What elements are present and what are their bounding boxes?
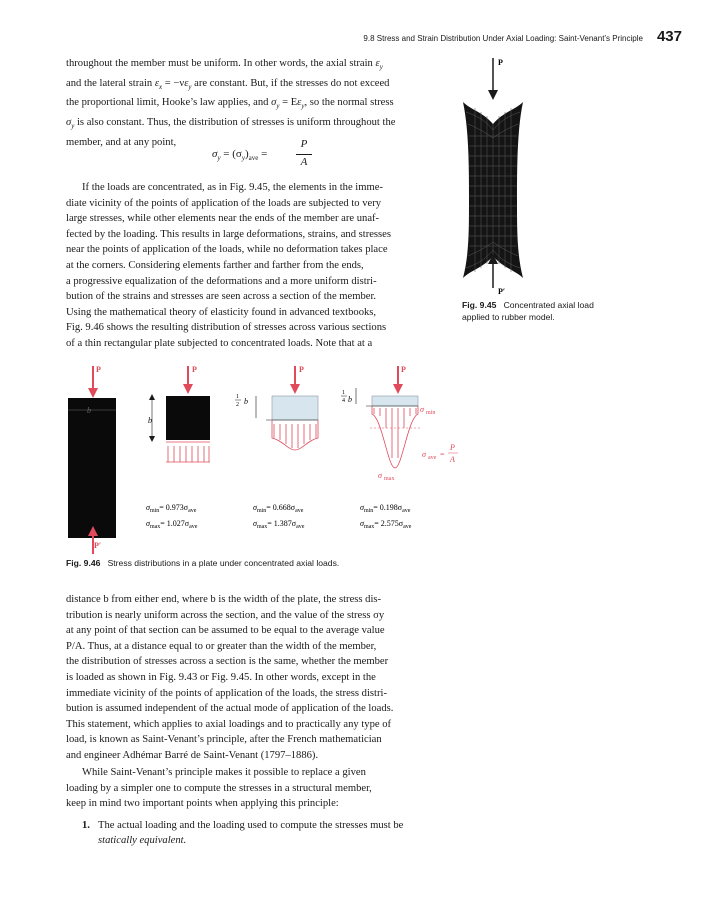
- svg-text:=: =: [440, 450, 445, 459]
- equation-average-stress: $\sigma_y = (\sigma_y)_{ave}$ = P A: [212, 138, 332, 172]
- svg-text:P: P: [96, 365, 101, 374]
- svg-text:P: P: [192, 365, 197, 374]
- svg-text:max: max: [384, 476, 395, 482]
- running-header: [0, 28, 682, 50]
- list-item: 1. The actual loading and the loading used to compute the stresses must be: [82, 820, 404, 831]
- stat-max-1: $\sigma_{max}= 1.027\sigma_{ave}$: [146, 519, 198, 530]
- fig-946-section-b: [148, 365, 210, 462]
- paragraph-1: throughout the member must be uniform. In other words, the axial strain $\varepsilon_y$ and the lateral strain $\varepsilon_x = -\nu\varepsilon_y$ are constant. But, if the stresses do not exceed the proportional limit, Hooke’s law applies, and $\sigma_y = E\varepsilon_y$, so the normal stress $\sigma_y$ is also constant. Thus, the distribution of stresses is uniform throughout the member, and at any point,: [66, 58, 396, 148]
- svg-text:4: 4: [342, 398, 345, 404]
- svg-text:ave: ave: [428, 455, 437, 461]
- stat-min-2: $\sigma_{min}= 0.668\sigma_{ave}$: [253, 503, 304, 514]
- paragraph-3: distance b from either end, where b is the width of the plate, the stress dis- tribution is nearly uniform across the section, and the value of the stress σy at any point of that section can be assumed to be equal to the average value P/A. Thus, at a distance equal to or greater than the width of the member, the distribution of stresses across a section is the same, whether the member is loaded as shown in Fig. 9.43 or Fig. 9.45. In other words, except in the immediate vicinity of the points of application of the loads, the stress distri- bution is assumed independent of the actual mode of application of the loads. This statement, which applies to axial loadings and to practically any type of load, is known as Saint-Venant’s principle, after the French mathematician and engineer Adhémar Barré de Saint-Venant (1797–1886).: [66, 594, 394, 761]
- svg-text:P: P: [299, 365, 304, 374]
- stat-max-3: $\sigma_{max}= 2.575\sigma_{ave}$: [360, 519, 412, 530]
- svg-text:min: min: [426, 410, 436, 416]
- stat-min-3: $\sigma_{min}= 0.198\sigma_{ave}$: [360, 503, 411, 514]
- svg-text:b: b: [244, 397, 248, 406]
- svg-text:b: b: [148, 416, 152, 425]
- paragraph-2: If the loads are concentrated, as in Fig. 9.45, the elements in the imme- diate vicinity of the points of application of the loads are subjected to very large stresses, while other elements near the ends of the member are unaf- fected by the loading. This results in large deformations, strains, and stresses near the points of application of the loads, while no deformation takes place at the corners. Considering elements farther and farther from the ends, a progressive equalization of the deformations and a more uniform distri- bution of the strains and stresses are seen across a section of the member. Using the mathematical theory of elasticity found in advanced textbooks, Fig. 9.46 shows the resulting distribution of stresses across various sections of a thin rectangular plate subjected to concentrated loads. Note that at a: [66, 182, 392, 349]
- svg-text:2: 2: [236, 402, 239, 408]
- paragraph-4: While Saint-Venant’s principle makes it possible to replace a given loading by a simpler one to compute the stresses in a structural member, keep in mind two important points when applying this principle:: [66, 767, 372, 810]
- svg-text:σ: σ: [378, 471, 382, 480]
- fig-945-top-load-label: P: [498, 58, 503, 67]
- svg-text:b: b: [348, 395, 352, 404]
- page-number: 437: [656, 28, 682, 45]
- stat-min-1: $\sigma_{min}= 0.973\sigma_{ave}$: [146, 503, 197, 514]
- principle-list: 1. The actual loading and the loading used to compute the stresses must be statically equivalent.: [82, 818, 442, 848]
- svg-text:1: 1: [236, 394, 239, 400]
- fig-946-caption: Fig. 9.46 Stress distributions in a plate under concentrated axial loads.: [66, 558, 340, 568]
- svg-text:σ: σ: [420, 405, 424, 414]
- svg-text:A: A: [450, 455, 455, 464]
- fig-946-stress-distributions: [60, 358, 480, 558]
- fig-945-rubber-model: [455, 50, 545, 300]
- svg-text:P: P: [450, 443, 455, 452]
- svg-text:σ: σ: [422, 450, 426, 459]
- svg-text:b: b: [87, 406, 91, 415]
- fig-946-plate: [68, 365, 116, 554]
- svg-text:P: P: [401, 365, 406, 374]
- fig-946-section-half-b: [235, 365, 318, 450]
- fig-945-bottom-load-label: P′: [498, 287, 506, 296]
- running-header-title: 9.8 Stress and Strain Distribution Under Axial Loading: Saint-Venant’s Principle: [363, 34, 643, 43]
- fig-946-section-quarter-b: [341, 365, 458, 482]
- svg-text:P′: P′: [94, 541, 102, 550]
- fig-945-caption: Fig. 9.45 Concentrated axial load applied to rubber model.: [462, 300, 594, 322]
- fig-946-stats: [146, 503, 412, 530]
- svg-text:1: 1: [342, 390, 345, 396]
- stat-max-2: $\sigma_{max}= 1.387\sigma_{ave}$: [253, 519, 305, 530]
